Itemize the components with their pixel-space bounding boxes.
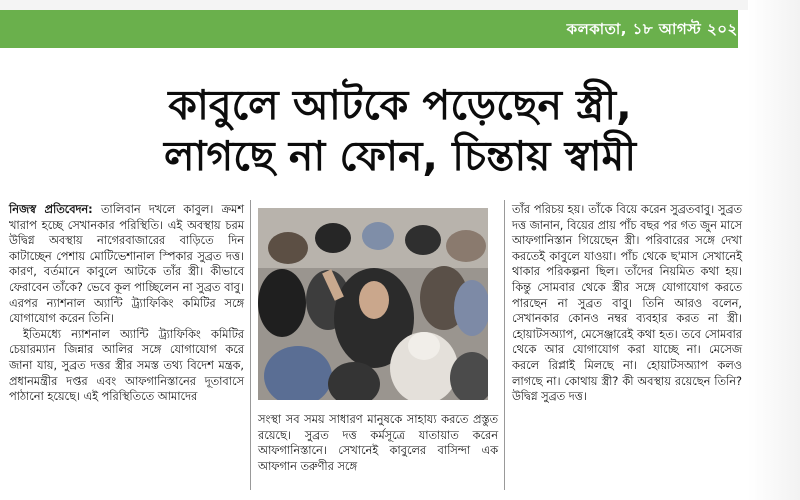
- article-column-2: সংস্থা সব সময় সাধারণ মানুষকে সাহায্য করতে প্রস্তুত রয়েছে। সুব্রত দত্ত কর্মসূত্রে যাতায়াত করেন আফগানিস্তানে। সেখানেই কাবুলের বাসিন্দা এক আফগান তরুণীর সঙ্গে: [258, 413, 498, 473]
- article-paragraph-1-text: তালিবান দখলে কাবুল। ক্রমশ খারাপ হচ্ছে সেখানকার পরিস্থিতি। এই অবস্থায় চরম উদ্বিগ্ন অবস্থায় নাগেরবাজারের বাড়িতে দিন কাটাচ্ছেন পেশায় মোটিভেশানাল স্পিকার সুব্রত দত্ত। কারণ, বর্তমানে কাবুলে আটকে তাঁর স্ত্রী। কীভাবে ফেরাবেন তাঁকে? ভেবে কূল পাচ্ছিলেন না সুব্রত বাবু। এরপর ন্যাশনাল অ্যান্টি ট্র্যাফিকিং কমিটির সঙ্গে যোগাযোগ করেন তিনি।: [9, 203, 244, 326]
- crowd-photo-illustration: [258, 208, 488, 400]
- article-paragraph-2: ইতিমধ্যে ন্যাশনাল অ্যান্টি ট্র্যাফিকিং কমিটির চেয়ারম্যান জিন্নার আলির সঙ্গে যোগাযোগ করে জানা যায়, সুব্রত দত্তর স্ত্রীর সমস্ত তথ্য বিদেশ মন্ত্রক, প্রধানমন্ত্রীর দপ্তর এবং আফগানিস্তানের দূতাবাসে পাঠানো হয়েছে। এই পরিস্থিতিতে আমাদের: [9, 327, 244, 404]
- column-divider-1: [250, 200, 251, 490]
- page-edge: [748, 0, 800, 500]
- crowd-photo: [258, 208, 488, 400]
- headline-line-1: কাবুলে আটকে পড়েছেন স্ত্রী,: [168, 81, 632, 129]
- article-column-1: [9, 202, 244, 405]
- byline: নিজস্ব প্রতিবেদন:: [9, 203, 93, 216]
- column-divider-2: [504, 200, 505, 490]
- headline-line-2: লাগছে না ফোন, চিন্তায় স্বামী: [163, 132, 637, 180]
- headline: [0, 80, 800, 182]
- article-paragraph-1: [9, 202, 244, 327]
- dateline: কলকাতা, ১৮ আগস্ট ২০২১: [566, 20, 748, 38]
- top-strip: [0, 0, 800, 10]
- article-column-3: তাঁর পরিচয় হয়। তাঁকে বিয়ে করেন সুব্রতবাবু। সুব্রত দত্ত জানান, বিয়ের প্রায় পাঁচ বছর পর গত জুন মাসে আফগানিস্তান গিয়েছেন স্ত্রী। পরিবারের সঙ্গে দেখা করতেই কাবুলে যাওয়া। পাঁচ থেকে ছ'মাস সেখানেই থাকার পরিকল্পনা ছিল। তাঁদের নিয়মিত কথা হয়। কিন্তু সোমবার থেকে স্ত্রীর সঙ্গে যোগাযোগ করতে পারছেন না সুব্রত বাবু। তিনি আরও বলেন, সেখানকার কোনও নম্বর ব্যবহার করত না স্ত্রী। হোয়াটসঅ্যাপ, মেসেঞ্জারেই কথা হত। তবে সোমবার থেকে আর যোগাযোগ করা যাচ্ছে না। মেসেজ করলে রিপ্লাই মিলছে না। হোয়াটসঅ্যাপ কলও লাগছে না। কোথায় স্ত্রী? কী অবস্থায় রয়েছেন তিনি? উদ্বিগ্ন সুব্রত দত্ত।: [512, 203, 742, 404]
